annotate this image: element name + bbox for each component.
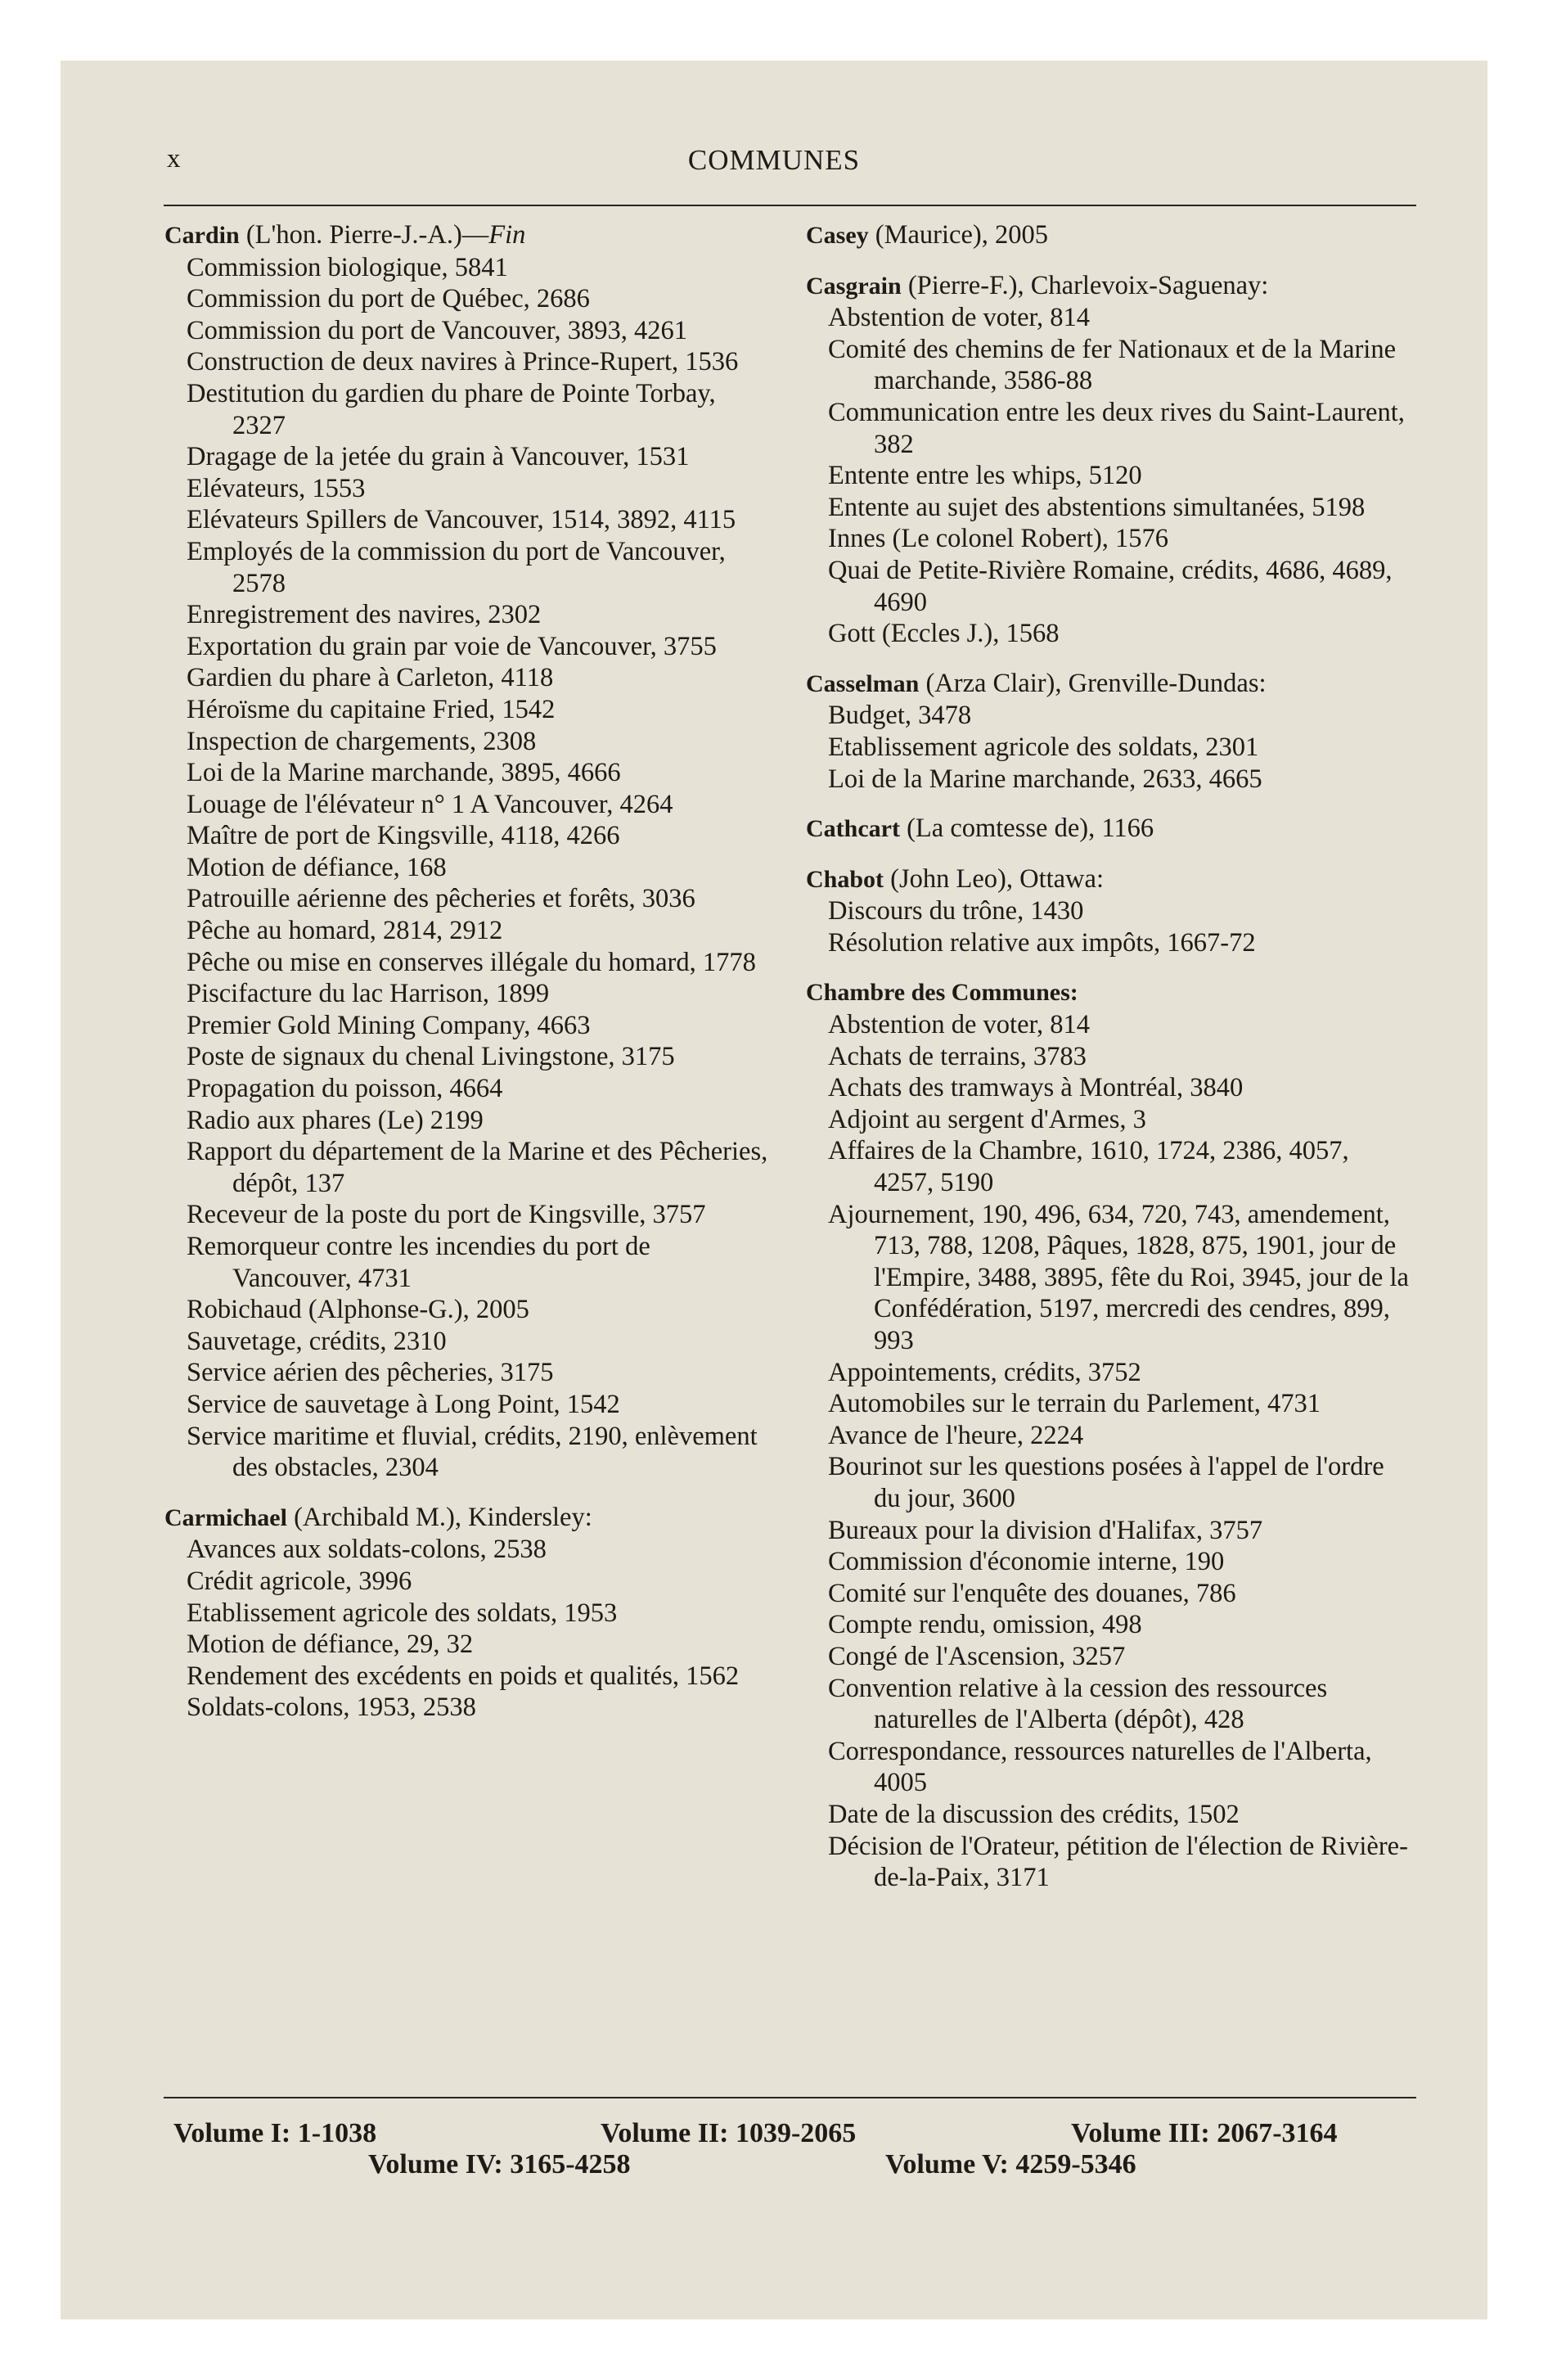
page-number: x: [167, 144, 181, 174]
heading-detail: (Archibald M.), Kindersley:: [286, 1502, 592, 1532]
index-entry: Adjoint au sergent d'Armes, 3: [828, 1104, 1146, 1134]
index-entry: Date de la discussion des crédits, 1502: [828, 1799, 1240, 1829]
heading-detail: (John Leo), Ottawa:: [884, 863, 1104, 894]
index-entry: Construction de deux navires à Prince-Rupert, 1536: [187, 347, 739, 377]
index-entry: Enregistrement des navires, 2302: [187, 600, 542, 630]
heading-name: Carmichael: [164, 1503, 287, 1531]
heading-detail: (L'hon. Pierre-J.-A.)—: [239, 220, 489, 250]
index-entry: Inspection de chargements, 2308: [187, 726, 537, 756]
index-entry: Soldats-colons, 1953, 2538: [187, 1693, 476, 1723]
index-entry: Bourinot sur les questions posées à l'appel de l'ordre du jour, 3600: [828, 1452, 1384, 1513]
index-entry: Commission d'économie interne, 190: [828, 1547, 1225, 1577]
index-entry: Pêche au homard, 2814, 2912: [187, 916, 503, 946]
index-entry: Destitution du gardien du phare de Pointe Torbay, 2327: [187, 378, 716, 440]
heading-name: Casey: [806, 222, 869, 249]
heading-name: Chabot: [806, 865, 884, 893]
index-entry: Quai de Petite-Rivière Romaine, crédits, 4686, 4689, 4690: [828, 555, 1393, 617]
index-entry: Remorqueur contre les incendies du port de Vancouver, 4731: [187, 1232, 650, 1293]
index-entry: Maître de port de Kingsville, 4118, 4266: [187, 821, 620, 851]
index-entry: Etablissement agricole des soldats, 1953: [187, 1598, 618, 1628]
footer-rule: [164, 2097, 1416, 2098]
index-heading: [803, 270, 1414, 303]
index-entry: Crédit agricole, 3996: [187, 1566, 412, 1596]
index-entry: Dragage de la jetée du grain à Vancouver, 1531: [187, 442, 690, 472]
index-entry: Service aérien des pêcheries, 3175: [187, 1358, 554, 1388]
volume-3-range: Volume III: 2067-3164: [1071, 2118, 1338, 2148]
index-entry: Innes (Le colonel Robert), 1576: [828, 524, 1169, 554]
index-entry: Loi de la Marine marchande, 2633, 4665: [828, 764, 1262, 794]
index-heading: [803, 219, 1414, 252]
index-entry: Compte rendu, omission, 498: [828, 1610, 1142, 1640]
heading-name: Cathcart: [806, 815, 900, 843]
index-entry: Comité sur l'enquête des douanes, 786: [828, 1578, 1236, 1608]
index-entry: Avances aux soldats-colons, 2538: [187, 1535, 547, 1565]
index-entry: Premier Gold Mining Company, 4663: [187, 1010, 591, 1040]
index-entry: Robichaud (Alphonse-G.), 2005: [187, 1295, 529, 1325]
index-entry: Elévateurs Spillers de Vancouver, 1514, 3892, 4115: [187, 505, 736, 535]
page-title: COMMUNES: [687, 144, 861, 176]
index-entry: Discours du trône, 1430: [828, 896, 1084, 926]
index-entry: Motion de défiance, 29, 32: [187, 1629, 474, 1660]
index-entry: Commission du port de Québec, 2686: [187, 284, 590, 314]
index-entry: Elévateurs, 1553: [187, 473, 366, 503]
index-entry: Etablissement agricole des soldats, 2301: [828, 732, 1259, 762]
index-entry: Appointements, crédits, 3752: [828, 1357, 1141, 1387]
index-entry: Propagation du poisson, 4664: [187, 1074, 503, 1104]
index-entry: Achats de terrains, 3783: [828, 1041, 1087, 1071]
index-entry: Pêche ou mise en conserves illégale du homard, 1778: [187, 947, 756, 977]
index-entry: Service de sauvetage à Long Point, 1542: [187, 1389, 620, 1419]
index-entry: Correspondance, ressources naturelles de l'Alberta, 4005: [828, 1736, 1372, 1798]
index-entry: Motion de défiance, 168: [187, 852, 447, 882]
heading-name: Casgrain: [806, 272, 902, 300]
heading-detail: (Pierre-F.), Charlevoix-Saguenay:: [901, 270, 1269, 300]
heading-detail: (La comtesse de), 1166: [899, 814, 1154, 844]
index-entry: Radio aux phares (Le) 2199: [187, 1105, 484, 1135]
heading-detail: (Maurice), 2005: [868, 220, 1048, 250]
index-entry: Ajournement, 190, 496, 634, 720, 743, amendement, 713, 788, 1208, Pâques, 1828, 875, 1901, jour de l'Empire, 3488, 3895, fête du Roi, 3945, jour de la Confédération, 5197, mercredi des cendres, 899, 993: [828, 1199, 1409, 1355]
heading-detail: (Arza Clair), Grenville-Dundas:: [919, 668, 1267, 698]
index-entry: Gardien du phare à Carleton, 4118: [187, 663, 554, 693]
index-entry: Affaires de la Chambre, 1610, 1724, 2386, 4057, 4257, 5190: [828, 1136, 1349, 1198]
index-heading: [803, 863, 1414, 896]
right-column: [803, 219, 1414, 1894]
index-entry: Abstention de voter, 814: [828, 1010, 1091, 1040]
index-entry: Achats des tramways à Montréal, 3840: [828, 1073, 1244, 1103]
index-entry: Automobiles sur le terrain du Parlement, 4731: [828, 1389, 1321, 1419]
index-entry: Louage de l'élévateur n° 1 A Vancouver, 4264: [187, 789, 673, 819]
heading-name: Cardin: [164, 222, 240, 249]
index-heading: [162, 219, 772, 252]
index-heading: [803, 813, 1414, 845]
volume-1-range: Volume I: 1-1038: [173, 2118, 377, 2148]
index-entry: Rapport du département de la Marine et des Pêcheries, dépôt, 137: [187, 1137, 768, 1198]
index-entry: Receveur de la poste du port de Kingsville, 3757: [187, 1200, 706, 1230]
index-entry: Commission biologique, 5841: [187, 252, 508, 282]
index-entry: Résolution relative aux impôts, 1667-72: [828, 927, 1256, 958]
index-entry: Bureaux pour la division d'Halifax, 3757: [828, 1515, 1263, 1545]
index-entry: Décision de l'Orateur, pétition de l'élection de Rivière-de-la-Paix, 3171: [828, 1831, 1408, 1893]
index-heading: [162, 1502, 772, 1535]
index-entry: Communication entre les deux rives du Saint-Laurent, 382: [828, 397, 1405, 459]
index-entry: Entente entre les whips, 5120: [828, 461, 1142, 491]
index-entry: Entente au sujet des abstentions simultanées, 5198: [828, 492, 1366, 522]
index-entry: Loi de la Marine marchande, 3895, 4666: [187, 758, 621, 788]
index-entry: Employés de la commission du port de Vancouver, 2578: [187, 536, 726, 598]
index-entry: Patrouille aérienne des pêcheries et forêts, 3036: [187, 884, 695, 914]
index-entry: Abstention de voter, 814: [828, 303, 1091, 333]
index-entry: Exportation du grain par voie de Vancouver, 3755: [187, 631, 717, 661]
index-entry: Comité des chemins de fer Nationaux et de la Marine marchande, 3586-88: [828, 334, 1397, 396]
volume-5-range: Volume V: 4259-5346: [885, 2149, 1136, 2179]
index-entry: Gott (Eccles J.), 1568: [828, 619, 1060, 649]
heading-continuation: Fin: [488, 220, 526, 250]
index-entry: Rendement des excédents en poids et qualités, 1562: [187, 1661, 740, 1691]
index-entry: Héroïsme du capitaine Fried, 1542: [187, 694, 556, 724]
index-entry: Convention relative à la cession des ressources naturelles de l'Alberta (dépôt), 428: [828, 1673, 1328, 1735]
index-entry: Avance de l'heure, 2224: [828, 1420, 1084, 1450]
index-entry: Poste de signaux du chenal Livingstone, 3175: [187, 1042, 675, 1072]
index-entry: Sauvetage, crédits, 2310: [187, 1326, 447, 1356]
header-rule: [164, 205, 1416, 206]
index-entry: Budget, 3478: [828, 701, 972, 731]
index-heading: [803, 976, 1414, 1009]
index-entry: Service maritime et fluvial, crédits, 2190, enlèvement des obstacles, 2304: [187, 1421, 758, 1483]
heading-name: Casselman: [806, 669, 920, 697]
left-column: [162, 219, 772, 1724]
volume-4-range: Volume IV: 3165-4258: [368, 2149, 631, 2179]
index-entry: Commission du port de Vancouver, 3893, 4261: [187, 315, 687, 345]
heading-name: Chambre des Communes:: [806, 979, 1078, 1007]
index-entry: Piscifacture du lac Harrison, 1899: [187, 979, 550, 1009]
volume-2-range: Volume II: 1039-2065: [601, 2118, 857, 2148]
index-entry: Congé de l'Ascension, 3257: [828, 1641, 1126, 1671]
index-heading: [803, 668, 1414, 701]
